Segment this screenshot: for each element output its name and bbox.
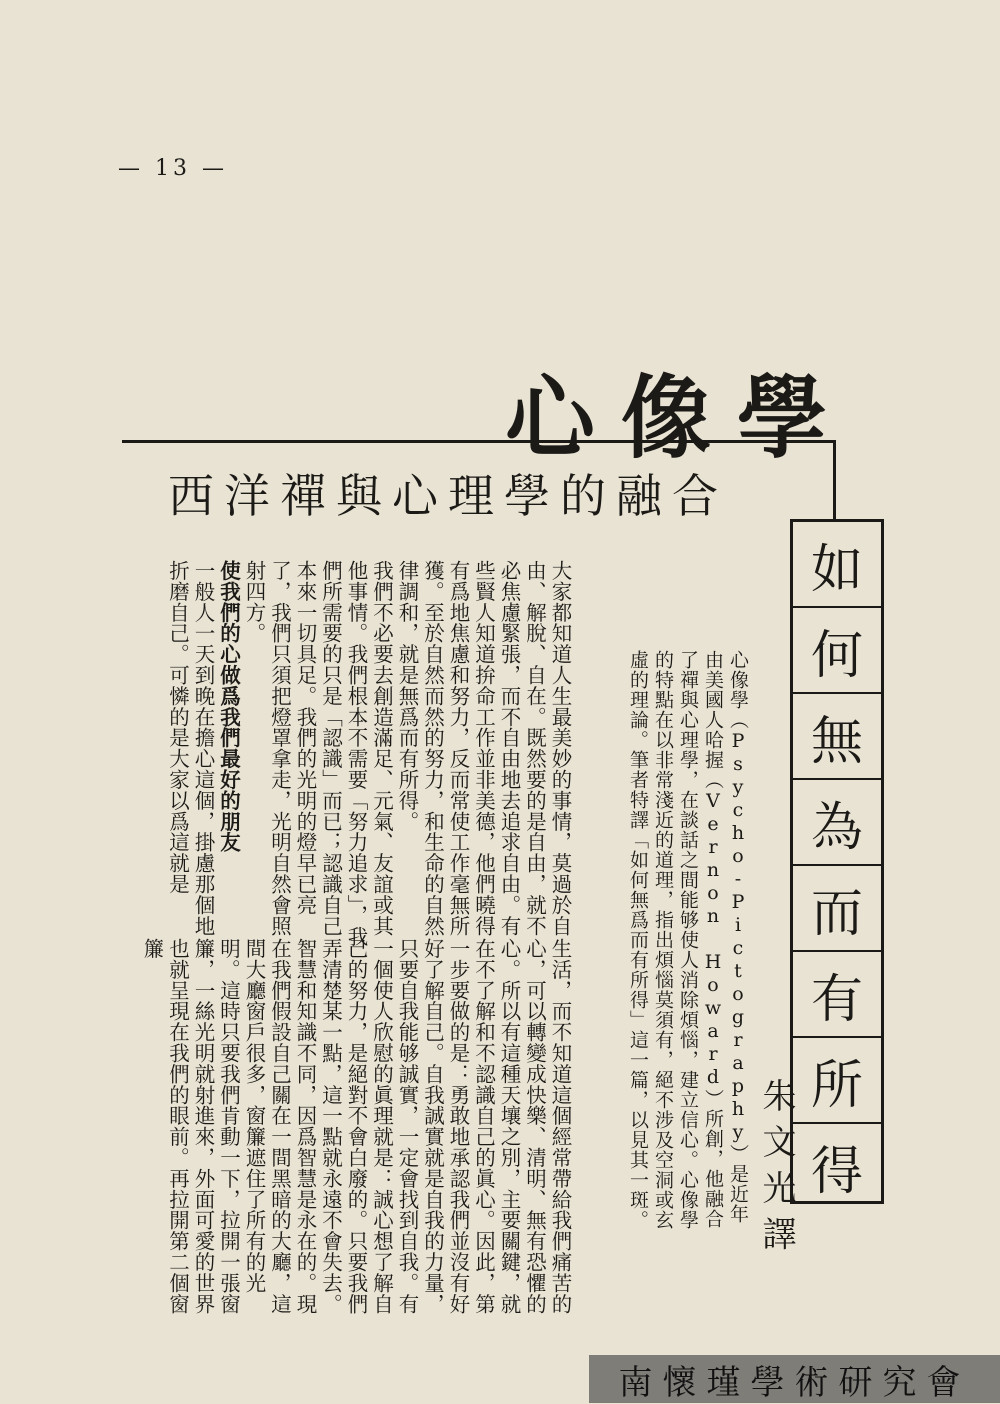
body-paragraph: 我們不必要去創造滿足、元氣、友誼或其他事情。我們根本不需要「努力追求」，我們所需要的只是「認識」而已；認識自己本來一切具足。我們的光明的燈早已亮了，我們只須把燈罩拿走，光明自然會照射四方。: [242, 560, 394, 947]
body-lower: [117, 938, 572, 1318]
title-char: 有: [793, 952, 881, 1038]
body-paragraph: 智慧和知識不同，因爲智慧是永在的。現在我們假設自己關在一間黑暗的大廳，這間大廳窗戶很多，窗簾遮住了所有的光明。這時只要我們肯動一下，拉開一張窗簾，一絲光明就射進來，外面可愛的世界也就呈現在我們的眼前。再拉開第二個窗簾: [140, 938, 317, 1315]
title-frame-line: [122, 440, 835, 443]
title-char: 如: [793, 522, 881, 608]
title-char: 而: [793, 866, 881, 952]
subtitle: 西洋禪與心理學的融合: [168, 469, 728, 523]
boxed-article-title: [790, 519, 884, 1204]
section-heading: 使我們的心做爲我們最好的朋友: [216, 560, 241, 853]
title-char: 無: [793, 694, 881, 780]
title-char: 得: [810, 1141, 863, 1202]
page-number: — 13 —: [118, 156, 228, 181]
body-paragraph: 一般人一天到晚在擔心這個，掛慮那個地折磨自己。可憐的是大家以爲這就是: [165, 560, 215, 937]
title-frame-connector: [833, 440, 836, 520]
body-upper: [117, 560, 572, 955]
title-char: 所: [793, 1038, 881, 1124]
author-credit: 朱文光譯: [756, 1078, 796, 1262]
body-paragraph: 大家都知道人生最美妙的事情，莫過於自由、解脫、自在。既然要的是自由，就不必焦慮緊張，而不自由地去追求自由。有些賢人知道拚命工作並非美德，他們曉得有爲地焦慮和努力，反而常使工作毫無所獲。至於自然而然的努力，和生命的自然律調和，就是無爲而有所得。: [395, 560, 572, 937]
title-char: 何: [793, 608, 881, 694]
body-paragraph: 生活，而不知道這個經常帶給我們痛苦的心，可以轉變成快樂、清明、無有恐懼的心。所以有這種天壤之別，主要關鍵，就在不了解和不認識自己的眞心。因此，第一步要做的是：勇敢地承認我們並沒有好好了解自己。自我誠實就是自我的力量，只要自我能够誠實，一定會找到自我。有一個使人欣慰的眞理就是：誠心想了解自己的努力，是絕對不會白廢的。只要我們弄清楚某一點，這一點就永遠不會失去。: [318, 938, 572, 1315]
watermark-banner: 南懷瑾學術研究會: [589, 1355, 1000, 1403]
intro-paragraph: 心像學（Psycho-Pictography）是近年由美國人哈握（Vernon Howard）所創，他融合了禪與心理學，在談話之間能够使人消除煩惱，建立信心。心像學的特點在以非常淺近的道理，指出煩惱莫須有，絕不涉及空洞或玄虛的理論。筆者特譯「如何無爲而有所得」這一篇，以見其一斑。: [627, 650, 749, 1230]
title-char: 為: [793, 780, 881, 866]
main-title: 心像學: [505, 365, 853, 471]
